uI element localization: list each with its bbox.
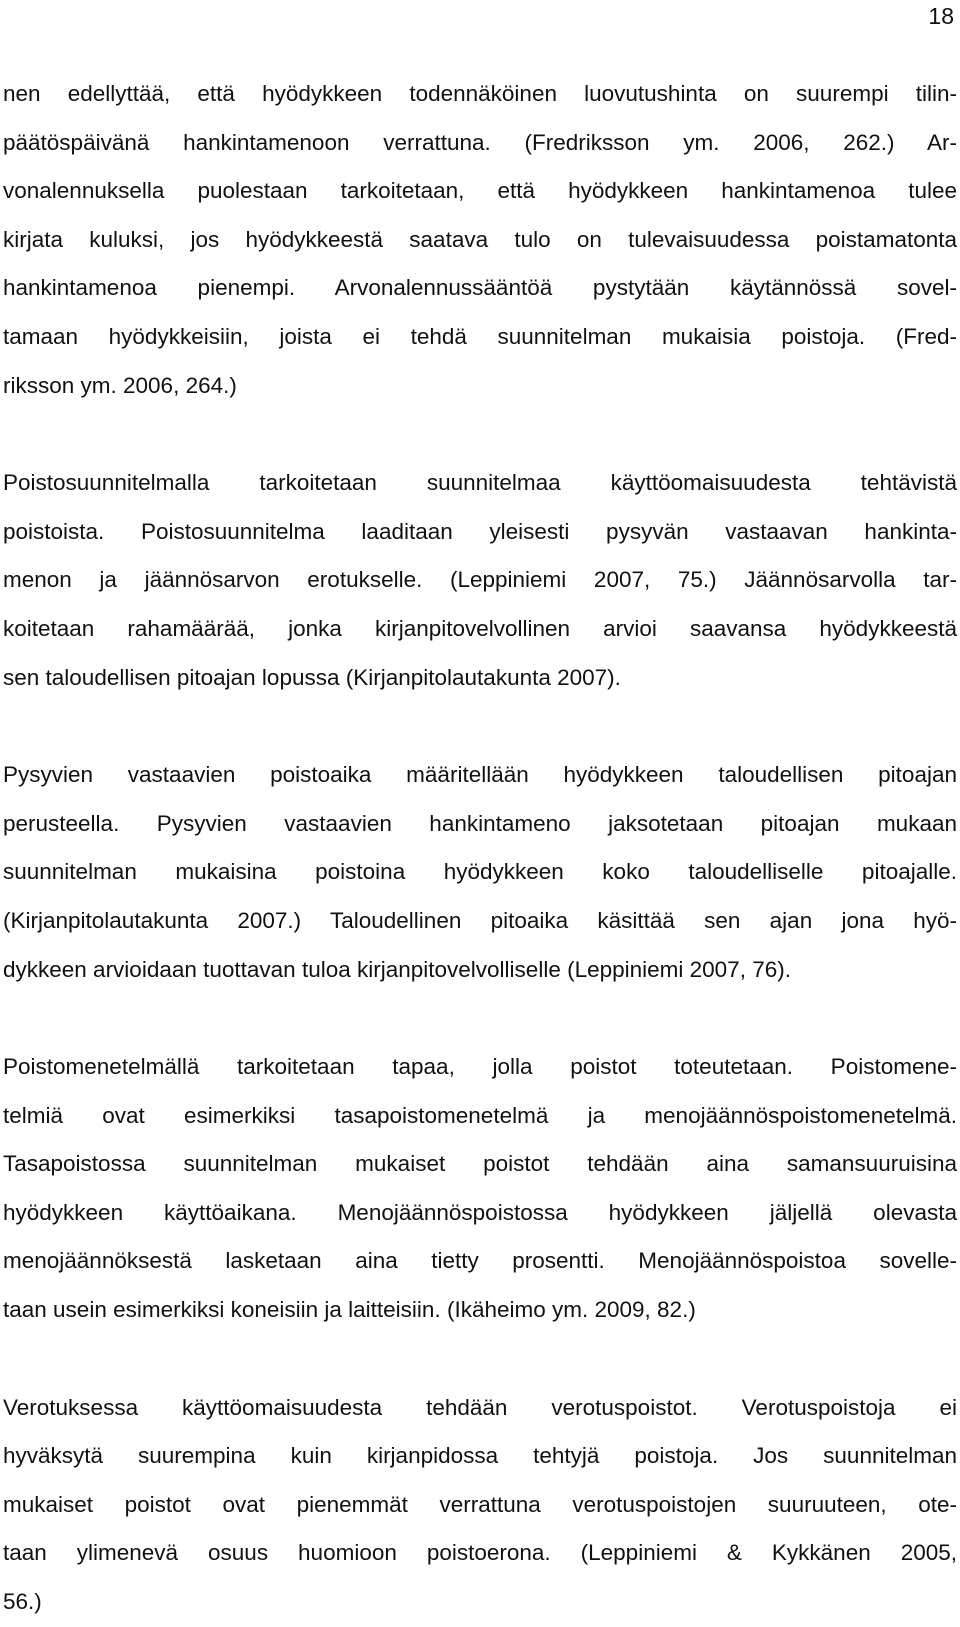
text-line: Pysyvien vastaavien poistoaika määritellään hyödykkeen taloudellisen pitoajan: [3, 762, 957, 788]
paragraph-1: [3, 70, 957, 410]
page-number: 18: [928, 3, 954, 29]
text-line: taan ylimenevä osuus huomioon poistoerona. (Leppiniemi & Kykkänen 2005,: [3, 1540, 957, 1566]
text-line: dykkeen arvioidaan tuottavan tuloa kirjanpitovelvolliselle (Leppiniemi 2007, 76).: [3, 956, 791, 982]
text-line: mukaiset poistot ovat pienemmät verrattuna verotuspoistojen suuruuteen, ote-: [3, 1491, 957, 1517]
text-line: (Kirjanpitolautakunta 2007.) Taloudellinen pitoaika käsittää sen ajan jona hyö-: [3, 907, 957, 933]
text-line: riksson ym. 2006, 264.): [3, 372, 237, 398]
text-line: menon ja jäännösarvon erotukselle. (Leppiniemi 2007, 75.) Jäännösarvolla tar-: [3, 567, 957, 593]
paragraph-2: [3, 459, 957, 702]
text-line: poistoista. Poistosuunnitelma laaditaan yleisesti pysyvän vastaavan hankinta-: [3, 518, 957, 544]
text-line: nen edellyttää, että hyödykkeen todennäköinen luovutushinta on suurempi tilin-: [3, 81, 957, 106]
text-line: kirjata kuluksi, jos hyödykkeestä saatava tulo on tulevaisuudessa poistamatonta: [3, 226, 957, 252]
text-line: 56.): [3, 1589, 42, 1615]
text-line: hyödykkeen käyttöaikana. Menojäännöspoistossa hyödykkeen jäljellä olevasta: [3, 1199, 957, 1225]
text-line: Tasapoistossa suunnitelman mukaiset poistot tehdään aina samansuuruisina: [3, 1151, 957, 1177]
text-line: päätöspäivänä hankintamenoon verrattuna. (Fredriksson ym. 2006, 262.) Ar-: [3, 129, 957, 155]
text-line: perusteella. Pysyvien vastaavien hankintameno jaksotetaan pitoajan mukaan: [3, 810, 957, 836]
paragraph-4: [3, 1043, 957, 1335]
text-line: vonalennuksella puolestaan tarkoitetaan, että hyödykkeen hankintamenoa tulee: [3, 178, 957, 204]
text-line: suunnitelman mukaisina poistoina hyödykkeen koko taloudelliselle pitoajalle.: [3, 859, 957, 885]
text-line: taan usein esimerkiksi koneisiin ja laitteisiin. (Ikäheimo ym. 2009, 82.): [3, 1297, 696, 1323]
paragraph-3: [3, 751, 957, 994]
document-body: [3, 70, 957, 1627]
paragraph-5: [3, 1384, 957, 1627]
text-line: hyväksytä suurempina kuin kirjanpidossa tehtyjä poistoja. Jos suunnitelman: [3, 1443, 957, 1469]
text-line: menojäännöksestä lasketaan aina tietty prosentti. Menojäännöspoistoa sovelle-: [3, 1248, 957, 1274]
text-line: tamaan hyödykkeisiin, joista ei tehdä suunnitelman mukaisia poistoja. (Fred-: [3, 323, 957, 349]
text-line: telmiä ovat esimerkiksi tasapoistomenetelmä ja menojäännöspoistomenetelmä.: [3, 1102, 957, 1128]
text-line: Verotuksessa käyttöomaisuudesta tehdään verotuspoistot. Verotuspoistoja ei: [3, 1394, 957, 1420]
text-line: Poistosuunnitelmalla tarkoitetaan suunnitelmaa käyttöomaisuudesta tehtävistä: [3, 470, 957, 496]
text-line: Poistomenetelmällä tarkoitetaan tapaa, jolla poistot toteutetaan. Poistomene-: [3, 1054, 957, 1080]
text-line: sen taloudellisen pitoajan lopussa (Kirjanpitolautakunta 2007).: [3, 664, 621, 690]
text-line: koitetaan rahamäärää, jonka kirjanpitovelvollinen arvioi saavansa hyödykkeestä: [3, 615, 957, 641]
text-line: hankintamenoa pienempi. Arvonalennussääntöä pystytään käytännössä sovel-: [3, 275, 957, 301]
